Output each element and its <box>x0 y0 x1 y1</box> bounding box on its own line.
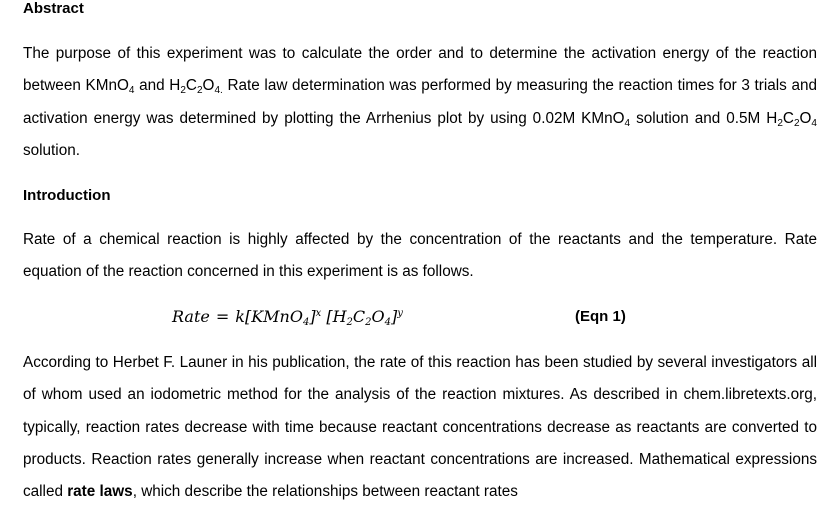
subscript: 2 <box>793 117 800 129</box>
abstract-paragraph <box>23 38 817 167</box>
abstract-text: solution and 0.5M H <box>630 109 778 127</box>
abstract-text: C <box>185 77 197 95</box>
paragraph-text: , which describe the relationships between reactant rates <box>132 483 518 501</box>
abstract-text: C <box>782 109 794 127</box>
equals-sign: = <box>215 307 230 326</box>
rate-laws-term: rate laws <box>67 483 133 501</box>
exponent: x <box>315 308 322 319</box>
equation-label: (Eqn 1) <box>575 308 626 325</box>
subscript: 4 <box>811 117 817 129</box>
subscript: 4 <box>624 117 631 129</box>
subscript: 2 <box>365 317 372 328</box>
subscript: 2 <box>346 317 353 328</box>
abstract-text: solution. <box>23 141 80 159</box>
equation-lhs: Rate <box>172 307 210 326</box>
abstract-text: The purpose of this experiment was to calculate the order and to determine the activation energy of the reaction between KMnO <box>23 45 817 95</box>
equation-term: [H <box>321 307 347 326</box>
subscript: 2 <box>196 85 203 97</box>
introduction-paragraph-2 <box>23 347 817 508</box>
equation-term: ] <box>309 307 316 326</box>
subscript: 2 <box>180 85 186 97</box>
equation-term: k[KMnO <box>235 307 303 326</box>
subscript: 4 <box>302 317 310 328</box>
subscript: 4 <box>384 317 392 328</box>
equation-term: C <box>352 307 366 326</box>
exponent: y <box>397 308 403 319</box>
abstract-text: and H <box>134 77 181 95</box>
paragraph-text: According to Herbet F. Launer in his publication, the rate of this reaction has been studied by several investigators all of whom used an iodometric method for the analysis of the reaction mixtures. As described in chem.libretexts.org, typically, reaction rates decrease with time because reactant concentrations decrease as reactants are converted to products. Reaction rates generally increase when reactant concentrations are increased. Mathematical expressions called <box>23 354 817 501</box>
equation-term: O <box>371 307 385 326</box>
abstract-heading: Abstract <box>23 0 84 17</box>
subscript: 4 <box>128 85 135 97</box>
abstract-text: Rate law determination was performed by measuring the reaction times for 3 trials and activation energy was determined by plotting the Arrhenius plot by using 0.02M KMnO <box>23 77 818 127</box>
introduction-heading: Introduction <box>23 187 111 204</box>
subscript: 2 <box>777 117 783 129</box>
rate-equation <box>172 304 403 330</box>
equation-term: ] <box>391 307 398 326</box>
introduction-paragraph-1: Rate of a chemical reaction is highly affected by the concentration of the reactants and the temperature. Rate equation of the reaction concerned in this experiment is as follows. <box>23 231 817 281</box>
abstract-text: O <box>202 77 215 95</box>
subscript: 4. <box>214 85 223 97</box>
abstract-text: O <box>799 109 812 127</box>
